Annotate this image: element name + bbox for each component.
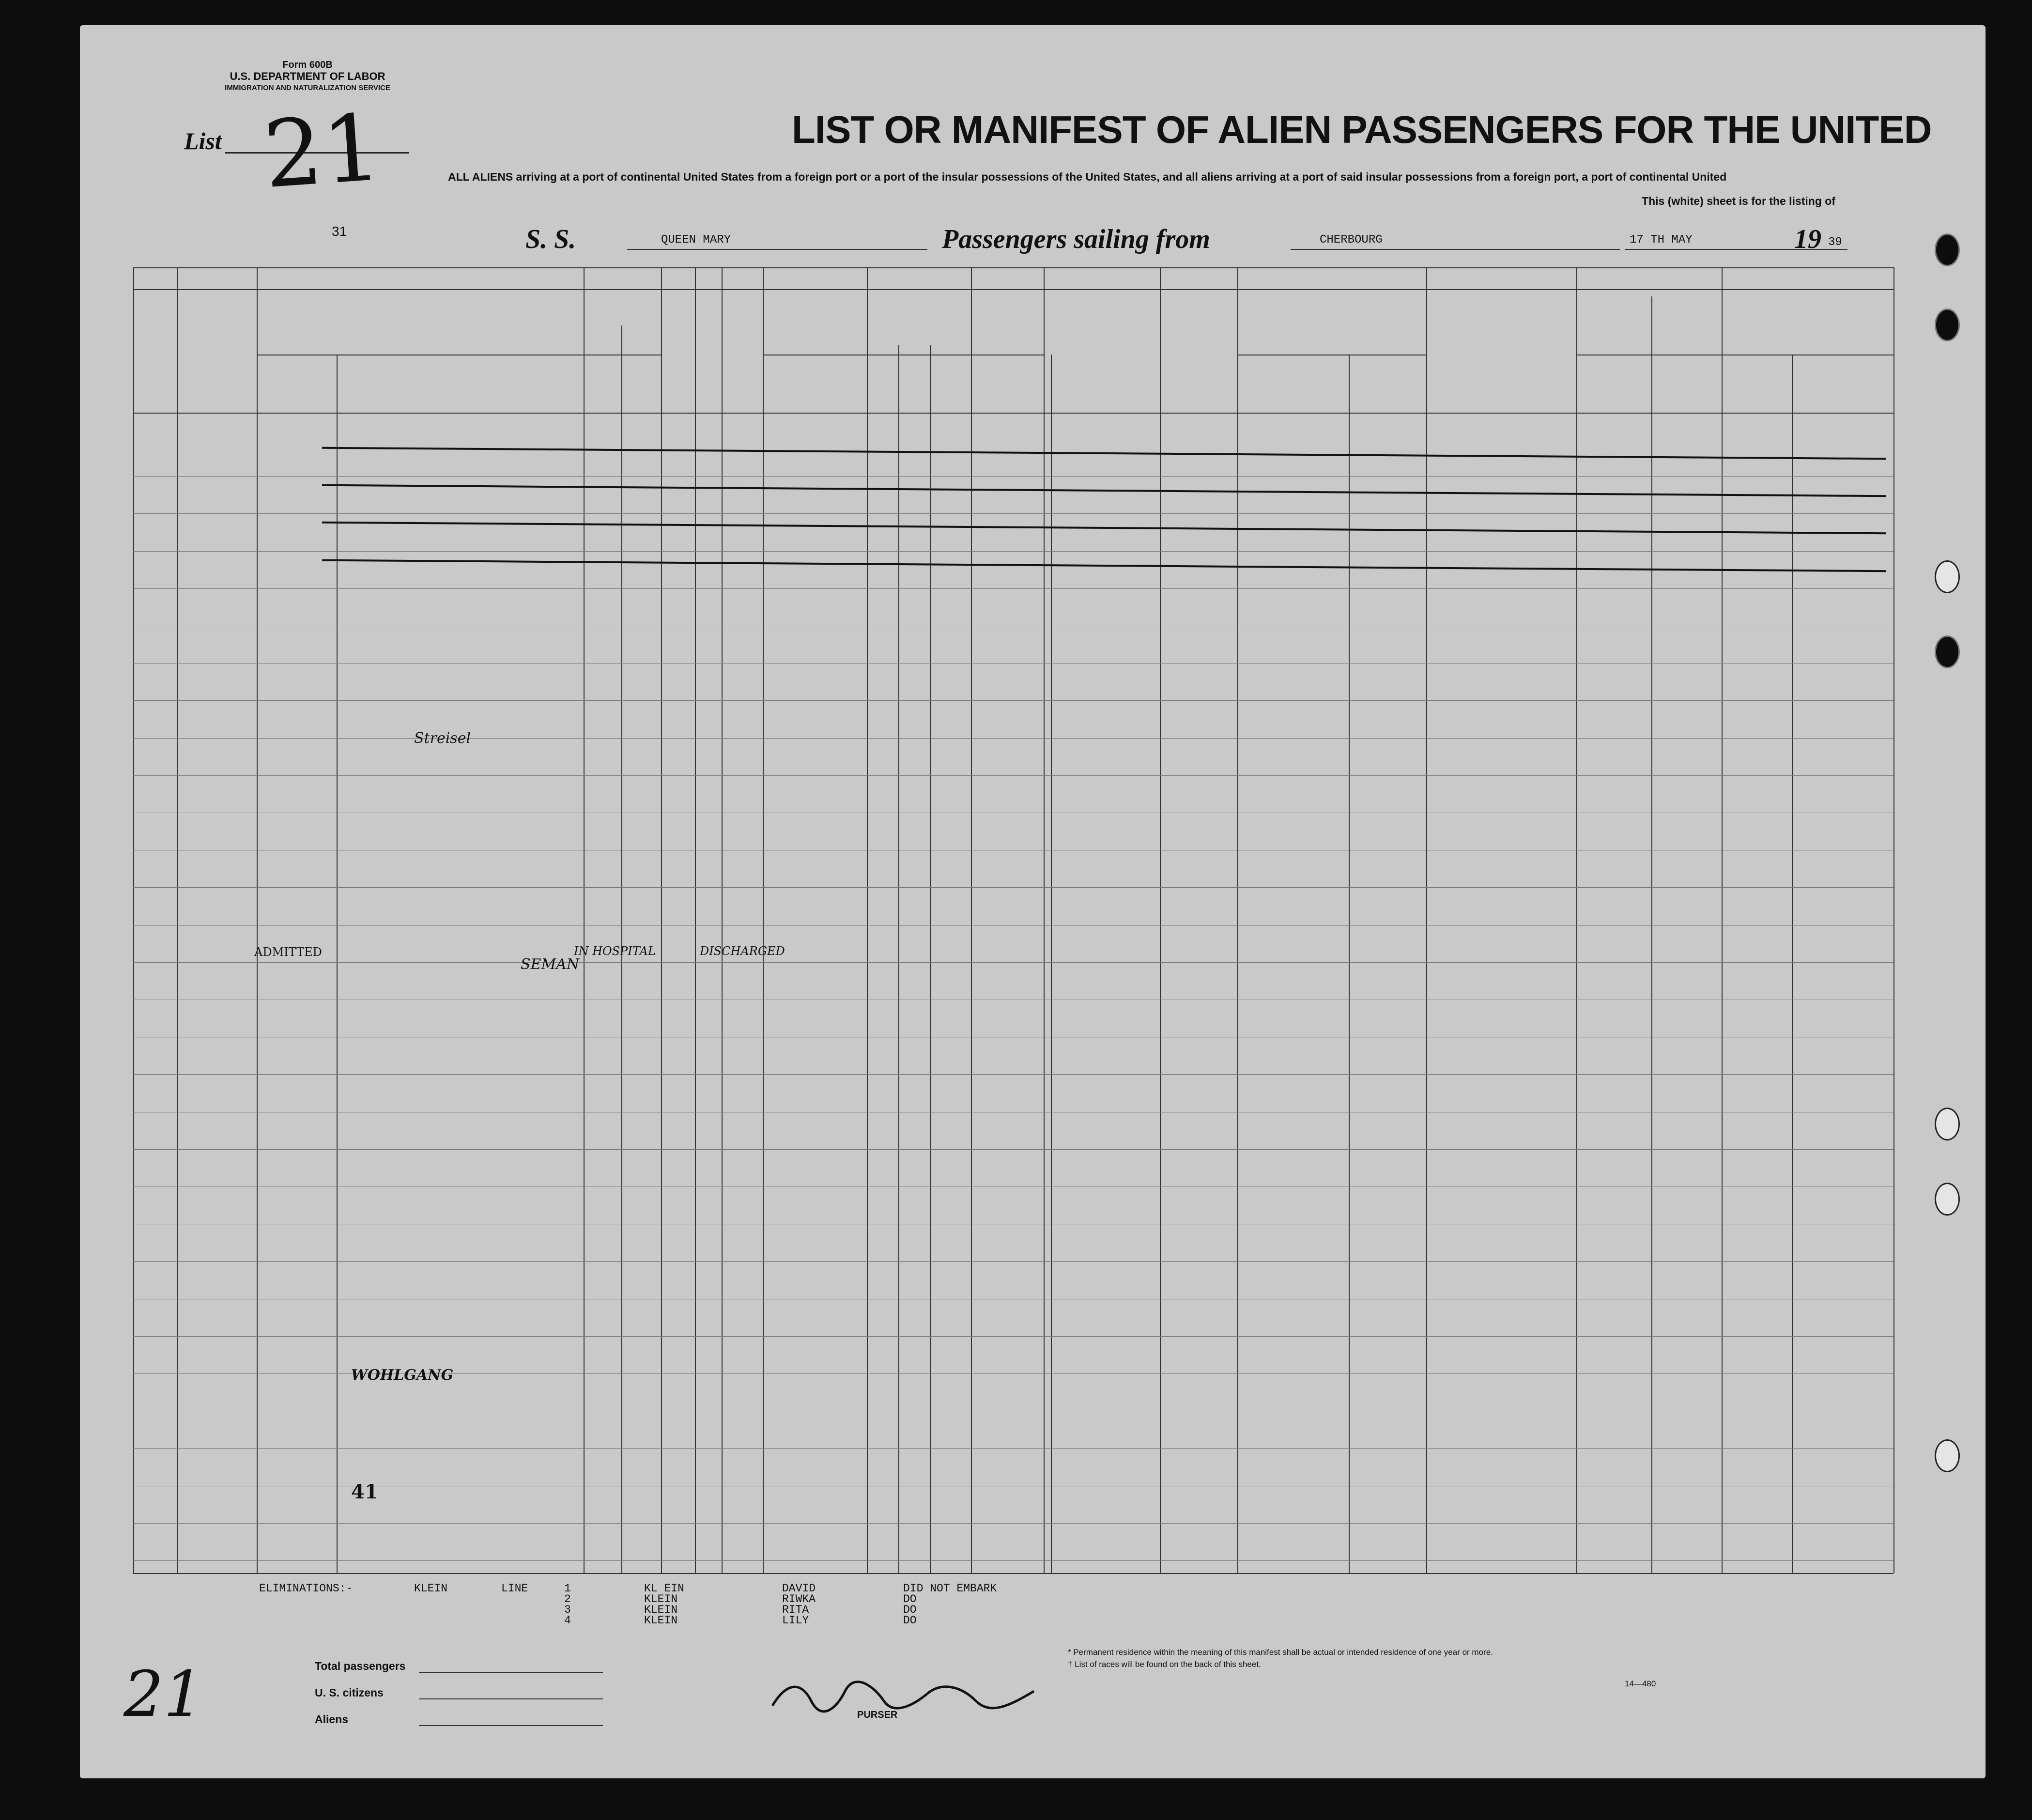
column-header-married xyxy=(695,345,722,413)
manifest-subtitle: ALL ALIENS arriving at a port of continental United States from a foreign port or a port of the insular possessions of the United States, and all aliens arriving at a port of said insular possessions from a foreign port, a port of continental United xyxy=(448,170,1727,183)
column-rule xyxy=(695,267,696,1573)
subcolumn-rule xyxy=(1792,355,1793,1573)
subcolumn-rule xyxy=(930,345,931,1573)
total-passengers-label: Total passengers xyxy=(315,1660,406,1672)
elimination-name: KLEIN xyxy=(644,1593,678,1605)
column-rule xyxy=(133,267,134,1573)
subcolumn-rule xyxy=(1651,296,1652,1573)
punch-hole xyxy=(1935,1183,1960,1216)
list-label: List xyxy=(184,127,222,154)
column-rule xyxy=(1237,267,1238,1573)
elimination-line-number: 3 xyxy=(564,1604,571,1616)
row-rule xyxy=(133,1523,1893,1524)
punch-hole xyxy=(1935,308,1960,341)
total-passengers-line xyxy=(419,1672,603,1673)
elimination-family: KLEIN xyxy=(414,1582,448,1595)
subcolumn-rule xyxy=(1349,355,1350,1573)
table-bottom-rule xyxy=(133,1573,1893,1574)
row-rule xyxy=(133,551,1893,552)
aliens-label: Aliens xyxy=(315,1713,349,1726)
hospital-note: IN HOSPITAL xyxy=(574,944,656,958)
race-note: † List of races will be found on the back of this sheet. xyxy=(1068,1660,1261,1669)
page-mark-handwritten: 21 xyxy=(123,1657,204,1731)
column-rule xyxy=(971,267,972,1573)
elimination-given: DAVID xyxy=(782,1582,816,1595)
row-rule xyxy=(133,1149,1893,1150)
row-rule xyxy=(133,700,1893,701)
column-rule xyxy=(1426,267,1427,1573)
elimination-given: LILY xyxy=(782,1614,809,1627)
elimination-note: DO xyxy=(903,1593,917,1605)
residence-note: * Permanent residence within the meaning of this manifest shall be actual or intended residence of one year or more. xyxy=(1068,1648,1493,1657)
elimination-note: DO xyxy=(903,1614,917,1627)
eliminations-label: ELIMINATIONS:- xyxy=(259,1582,353,1595)
ss-label: S. S. xyxy=(525,224,576,254)
admitted-stamp: ADMITTED xyxy=(254,945,322,959)
signature-graphic xyxy=(768,1672,1039,1715)
subcolumn-rule xyxy=(898,345,899,1573)
aliens-line xyxy=(419,1725,603,1726)
discharged-note: DISCHARGED xyxy=(700,944,785,958)
column-rule xyxy=(257,267,258,1573)
form-header-block xyxy=(211,59,404,94)
elimination-given: RIWKA xyxy=(782,1593,816,1605)
streisel-note: Streisel xyxy=(414,730,471,747)
punch-hole xyxy=(1935,560,1960,593)
elimination-line-number: 2 xyxy=(564,1593,571,1605)
row-rule xyxy=(133,962,1893,963)
elimination-note: DID NOT EMBARK xyxy=(903,1582,997,1595)
manifest-sheet xyxy=(80,25,1986,1778)
ship-underline xyxy=(627,249,927,250)
table-top-rule xyxy=(133,267,1893,268)
row-rule xyxy=(133,1560,1893,1561)
elimination-name: KLEIN xyxy=(644,1614,678,1627)
elimination-line-number: 1 xyxy=(564,1582,571,1595)
column-rule xyxy=(722,267,723,1573)
year-suffix: 39 xyxy=(1828,236,1842,249)
row-rule xyxy=(133,1448,1893,1449)
column-rule xyxy=(1576,267,1577,1573)
row-rule xyxy=(133,1074,1893,1075)
sailing-date: 17 TH MAY xyxy=(1630,233,1693,247)
us-citizens-line xyxy=(419,1698,603,1699)
punch-hole xyxy=(1935,635,1960,668)
us-citizens-label: U. S. citizens xyxy=(315,1686,384,1699)
elimination-line-label: LINE xyxy=(501,1582,528,1595)
row-rule xyxy=(133,775,1893,776)
row-rule xyxy=(133,738,1893,739)
ship-name: QUEEN MARY xyxy=(661,233,731,247)
subcolumn-rule xyxy=(1051,355,1052,1573)
subcolumn-rule xyxy=(337,355,338,1573)
column-rule xyxy=(584,267,585,1573)
punch-hole xyxy=(1935,233,1960,266)
port-underline xyxy=(1291,249,1620,250)
elimination-name: KLEIN xyxy=(644,1604,678,1616)
header-numbers-rule xyxy=(133,289,1893,290)
column-rule xyxy=(1160,267,1161,1573)
purser-label: PURSER xyxy=(857,1710,898,1720)
form-code: 14—480 xyxy=(1625,1679,1656,1688)
elimination-note: DO xyxy=(903,1604,917,1616)
seman-note: SEMAN xyxy=(521,956,580,973)
row-rule xyxy=(133,887,1893,888)
form-number: Form 600B xyxy=(282,60,333,70)
elimination-line-number: 4 xyxy=(564,1614,571,1627)
column-rule xyxy=(177,267,178,1573)
row-rule xyxy=(133,476,1893,477)
elimination-name: KL EIN xyxy=(644,1582,684,1595)
row-rule xyxy=(133,1261,1893,1262)
column-rule xyxy=(661,267,662,1573)
punch-hole xyxy=(1935,1108,1960,1141)
row-rule xyxy=(133,588,1893,589)
row-rule xyxy=(133,513,1893,514)
purser-signature xyxy=(768,1672,1039,1723)
wohlgang-note: WOHLGANG xyxy=(351,1367,454,1384)
side-mark: 31 xyxy=(332,224,347,239)
elimination-given: RITA xyxy=(782,1604,809,1616)
row-rule xyxy=(133,1336,1893,1337)
port-name: CHERBOURG xyxy=(1320,233,1383,247)
count-note: 41 xyxy=(351,1481,378,1503)
manifest-subtitle-sheet: This (white) sheet is for the listing of xyxy=(1642,195,1835,207)
column-rule xyxy=(1044,267,1045,1573)
punch-hole xyxy=(1935,1439,1960,1472)
manifest-title: LIST OR MANIFEST OF ALIEN PASSENGERS FOR THE UNITED xyxy=(792,108,1932,151)
header-bottom-rule xyxy=(133,413,1893,414)
department-name: U.S. DEPARTMENT OF LABOR xyxy=(230,70,385,82)
column-rule xyxy=(867,267,868,1573)
list-number-handwritten: 21 xyxy=(260,93,385,209)
service-name: IMMIGRATION AND NATURALIZATION SERVICE xyxy=(225,84,390,92)
column-rule xyxy=(1722,267,1723,1573)
year-prefix: 19 xyxy=(1794,224,1821,254)
column-rule xyxy=(1893,267,1894,1573)
column-rule xyxy=(763,267,764,1573)
sailing-label: Passengers sailing from xyxy=(942,224,1210,254)
